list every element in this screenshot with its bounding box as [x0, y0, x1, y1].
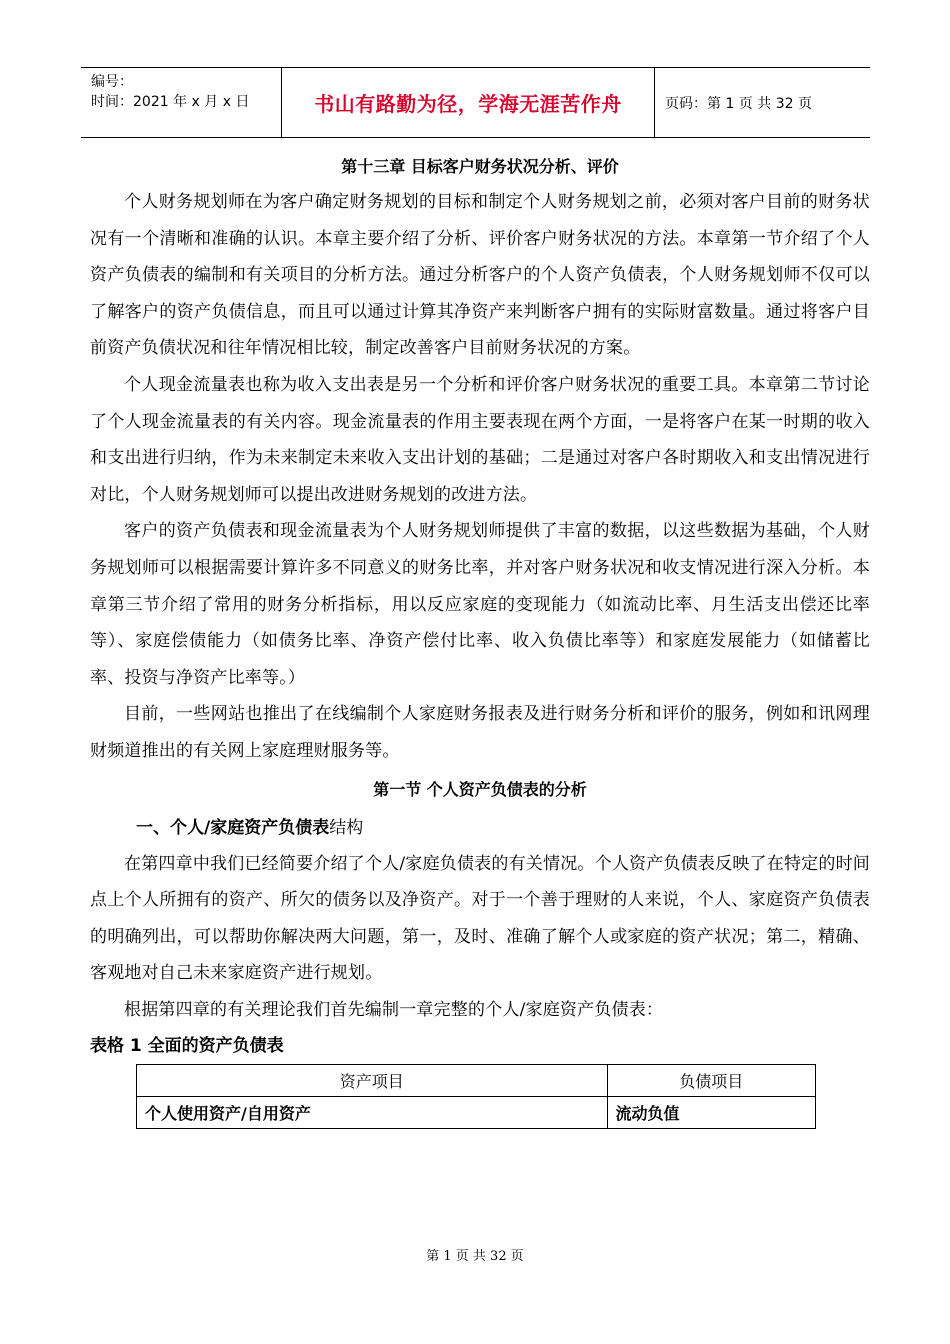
page-footer: 第 1 页 共 32 页	[426, 1249, 524, 1264]
header-page-info: 页码：第 1 页 共 32 页	[665, 95, 812, 112]
sub-heading	[90, 810, 870, 846]
header-motto: 书山有路勤为径，学海无涯苦作舟	[281, 68, 655, 137]
body-paragraph: 在第四章中我们已经简要介绍了个人/家庭负债表的有关情况。个人资产负债表反映了在特定的时间点上个人所拥有的资产、所欠的债务以及净资产。对于一个善于理财的人来说，个人、家庭资产负债表的明确列出，可以帮助你解决两大问题，第一，及时、准确了解个人或家庭的资产状况；第二，精确、客观地对自己未来家庭资产进行规划。	[90, 853, 870, 984]
page-header	[81, 67, 870, 138]
balance-sheet-table	[136, 1064, 816, 1129]
body-paragraph: 根据第四章的有关理论我们首先编制一章完整的个人/家庭资产负债表：	[124, 999, 664, 1020]
body-paragraph: 目前，一些网站也推出了在线编制个人家庭财务报表及进行财务分析和评价的服务，例如和讯网理财频道推出的有关网上家庭理财服务等。	[90, 704, 870, 761]
header-meta	[81, 68, 281, 137]
table-caption: 表格 1 全面的资产负债表	[90, 1036, 284, 1057]
table-row	[137, 1097, 816, 1129]
document-number-label: 编号：	[91, 74, 133, 90]
body-paragraph: 个人现金流量表也称为收入支出表是另一个分析和评价客户财务状况的重要工具。本章第二节讨论了个人现金流量表的有关内容。现金流量表的作用主要表现在两个方面，一是将客户在某一时期的收入和支出进行归纳，作为未来制定未来收入支出计划的基础；二是通过对客户各时期收入和支出情况进行对比，个人财务规划师可以提出改进财务规划的改进方法。	[90, 374, 870, 505]
table-header-liabilities: 负债项目	[607, 1065, 815, 1097]
body-paragraph: 个人财务规划师在为客户确定财务规划的目标和制定个人财务规划之前，必须对客户目前的财务状况有一个清晰和准确的认识。本章主要介绍了分析、评价客户财务状况的方法。本章第一节介绍了个人资产负债表的编制和有关项目的分析方法。通过分析客户的个人资产负债表，个人财务规划师不仅可以了解客户的资产负债信息，而且可以通过计算其净资产来判断客户拥有的实际财富数量。通过将客户目前资产负债状况和往年情况相比较，制定改善客户目前财务状况的方案。	[90, 192, 870, 359]
table-cell-assets: 个人使用资产/自用资产	[137, 1097, 608, 1129]
table-header-assets: 资产项目	[137, 1065, 608, 1097]
sub-heading-bold: 一、个人/家庭资产负债表	[136, 817, 330, 838]
document-date: 时间：2021 年 x 月 x 日	[91, 94, 250, 110]
body-paragraph: 客户的资产负债表和现金流量表为个人财务规划师提供了丰富的数据，以这些数据为基础，个人财务规划师可以根据需要计算许多不同意义的财务比率，并对客户财务状况和收支情况进行深入分析。本章第三节介绍了常用的财务分析指标，用以反应家庭的变现能力（如流动比率、月生活支出偿还比率等）、家庭偿债能力（如债务比率、净资产偿付比率、收入负债比率等）和家庭发展能力（如储蓄比率、投资与净资产比率等。）	[90, 521, 870, 688]
document-body	[90, 150, 870, 1129]
section-title: 第一节 个人资产负债表的分析	[373, 779, 587, 799]
table-header-row	[137, 1065, 816, 1097]
table-cell-liabilities: 流动负值	[607, 1097, 815, 1129]
chapter-title: 第十三章 目标客户财务状况分析、评价	[341, 157, 619, 176]
sub-heading-suffix: 结构	[329, 817, 364, 838]
